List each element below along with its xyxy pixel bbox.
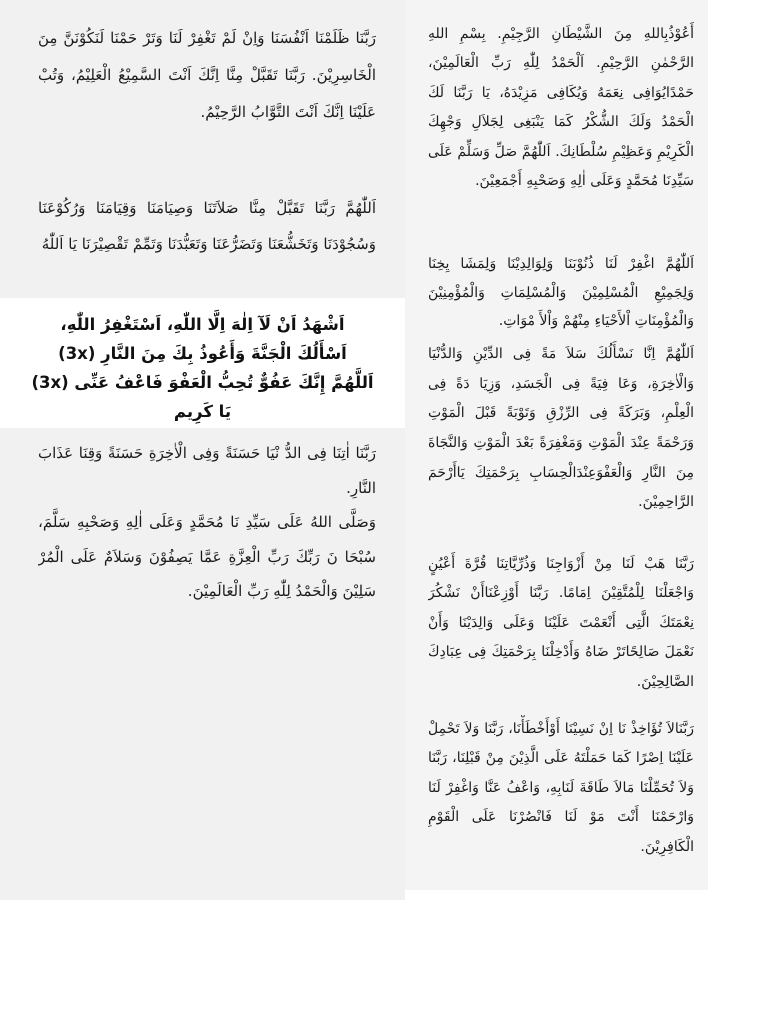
dhikr-line-1: اَشْهَدُ اَنْ لَآ اِلٰهَ اِلَّا اللّٰهِ، اَسْتَغْفِرُ اللّٰهِ، — [60, 315, 345, 334]
doa-text: اَللّٰهُمَّ رَبَّنَا تَقَبَّلْ مِنَّا صَلاَتَنَا وَصِيَامَنَا وَقِيَامَنَا وَرُكُوْعَنَا وَسُجُوْدَنَا وَتَخَشُّعَنَا وَتَضَرُّعَنَا وَتَعَبُّدَنَا وَتَمِّمْ تَقْصِيْرَنَا يَا اَللّٰهُ — [38, 199, 376, 253]
doa-text: رَبَّنَا اٰتِنَا فِى الدُّ نْيَا حَسَنَةً وَفِى الْاٰخِرَةِ حَسَنَةً وَقِنَا عَذَابَ النَّارِ. — [38, 444, 376, 498]
page-bottom-margin — [405, 890, 708, 1024]
dhikr-line-3: اَللَّهُمَّ إِنَّكَ عَفُوٌّ تُحِبُّ الْعَفْوَ فَاعْفُ عَنِّى (3x) — [31, 373, 374, 392]
doa-text: رَبَّنَا هَبْ لَنَا مِنْ أَزْوَاجِنَا وَذُرِّيَّاتِنَا قُرَّةَ أَعْيُنٍ وَاجْعَلْنَا لِلْمُتَّقِيْنَ اِمَامًا. رَبَّنَا أَوْزِعْنَاأَنْ نَشْكُرَ نِعْمَتَكَ الَّتِى أَنْعَمْتَ عَلَيْنَا وَعَلَى وَالِدَيْنَا وَأَنْ نَعْمَلَ صَالِحًاتَرْ ضَاهُ وَأَدْخِلْنَا بِرَحْمَتِكَ فِى عِبَادِكَ الصَّالِحِيْنَ. — [428, 556, 694, 690]
doa-text: وَصَلَّى اللهُ عَلَى سَيِّدِ نَا مُحَمَّدٍ وَعَلَى اٰلِهِ وَصَحْبِهِ سَلَّمَ، سُبْحَا نَ رَبِّكَ رَبِّ الْعِزَّةِ عَمَّا يَصِفُوْنَ وَسَلاَمٌ عَلَى الْمُرْ سَلِيْنَ وَالْحَمْدُ لِلّٰهِ رَبِّ الْعَالَمِيْنَ. — [38, 513, 376, 600]
highlight-box-dhikr — [0, 298, 405, 428]
doa-block-rabbana-hab-lana — [428, 550, 694, 710]
dhikr-line-4: يَا كَرِيم — [173, 402, 232, 421]
doa-block-salawat-closing — [38, 505, 376, 640]
doa-text: اَللّٰهُمَّ اغْفِرْ لَنَا ذُنُوْبَنَا وَلِوَالِدِيْنَا وَلِمَشَا يِخِنَا وَلِجَمِيْعِ الْمُسْلِمِيْنَ وَالْمُسْلِمَاتِ وَالْمُؤْمِنِيْنَ وَالْمُؤْمِنَاتِ اْلأَحْيَاءِ مِنْهُمْ وَاْلأَ مْوَاتِ. — [428, 256, 694, 330]
doa-text: رَبَّنَالاَ تُؤَاخِذْ نَا اِنْ نَسِيْنَا أَوْأَخْطَأْنَا، رَبَّنَا وَلاَ تَحْمِلْ عَلَيْنَا اِصْرًا كَمَا حَمَلْتَهُ عَلَى الَّذِيْنَ مِنْ قَبْلِنَا، رَبَّنَا وَلاَ تُحَمِّلْنَا مَالاَ طَاقَةَ لَنَابِهِ، وَاعْفُ عَنَّا وَاغْفِرْ لَنَا وَارْحَمْنَا أَنْتَ مَوْ لَنَا فَانْصُرْنَا عَلَى الْقَوْمِ الْكَافِرِيْنَ. — [428, 721, 694, 855]
doa-block-rabbana-zalamna — [38, 20, 376, 170]
doa-block-opening-hamd — [428, 20, 694, 248]
doa-block-allahummaghfir — [428, 250, 694, 336]
doa-block-la-tuakhidzna — [428, 715, 694, 885]
doa-text: أَعُوْذُبِاللهِ مِنَ الشَّيْطَانِ الرَّجِيْمِ. بِسْمِ اللهِ الرَّحْمٰنِ الرَّحِيْمِ. اَلْحَمْدُ لِلّٰهِ رَبِّ الْعَالَمِيْنَ، حَمْدًايُوَافِى نِعَمَهُ وَيُكَافِى مَزِيْدَهُ، يَا رَبَّنَا لَكَ الْحَمْدُ وَلَكَ الشُّكْرُ كَمَا يَنْبَغِى لِجَلاَلِ وَجْهِكَ الْكَرِيْمِ وَعَظِيْمِ سُلْطَانِكَ. اَللّٰهُمَّ صَلِّ وَسَلِّمْ عَلَى سَيِّدِنَا مُحَمَّدٍ وَعَلَى اٰلِهِ وَصَحْبِهِ أَجْمَعِيْنَ. — [428, 26, 694, 189]
dhikr-line-2: اَسْأَلُكَ الْجَنَّةَ وَأَعُوذُ بِكَ مِنَ النَّارِ (3x) — [58, 344, 347, 363]
doa-block-rabbana-atina — [38, 436, 376, 506]
doa-text: رَبَّنَا ظَلَمْنَا اَنْفُسَنَا وَاِنْ لَمْ تَغْفِرْ لَنَا وَتَرْ حَمْنَا لَنَكُوْنَنَّ مِنَ الْخَاسِرِيْنَ. رَبَّنَا تَقَبَّلْ مِنَّا اِنَّكَ اَنْتَ السَّمِيْعُ الْعَلِيْمُ، وَتُبْ عَلَيْنَا اِنَّكَ اَنْتَ التَّوَّابُ الرَّحِيْمُ. — [38, 29, 376, 121]
doa-text: اَللّٰهُمَّ اِنَّا نَسْأَلُكَ سَلاَ مَةً فِى الدِّيْنِ وَالدُّنْيَا وَالْاٰخِرَةِ، وَعَا فِيَةً فِى الْجَسَدِ، وَزِيَا دَةً فِى الْعِلْمِ، وَبَرَكَةً فِى الرِّزْقِ وَتَوْبَةً قَبْلَ الْمَوْتِ وَرَحْمَةً عِنْدَ الْمَوْتِ وَمَغْفِرَةً بَعْدَ الْمَوْتِ وَالنَّجَاةَ مِنَ النَّارِ وَالْعَفْوَعِنْدَالْحِسَابِ بِرَحْمَتِكَ يَاأَرْحَمَ الرَّاحِمِيْنَ. — [428, 346, 694, 511]
doa-block-allahumma-taqabbal — [38, 190, 376, 290]
doa-block-salamah — [428, 340, 694, 540]
